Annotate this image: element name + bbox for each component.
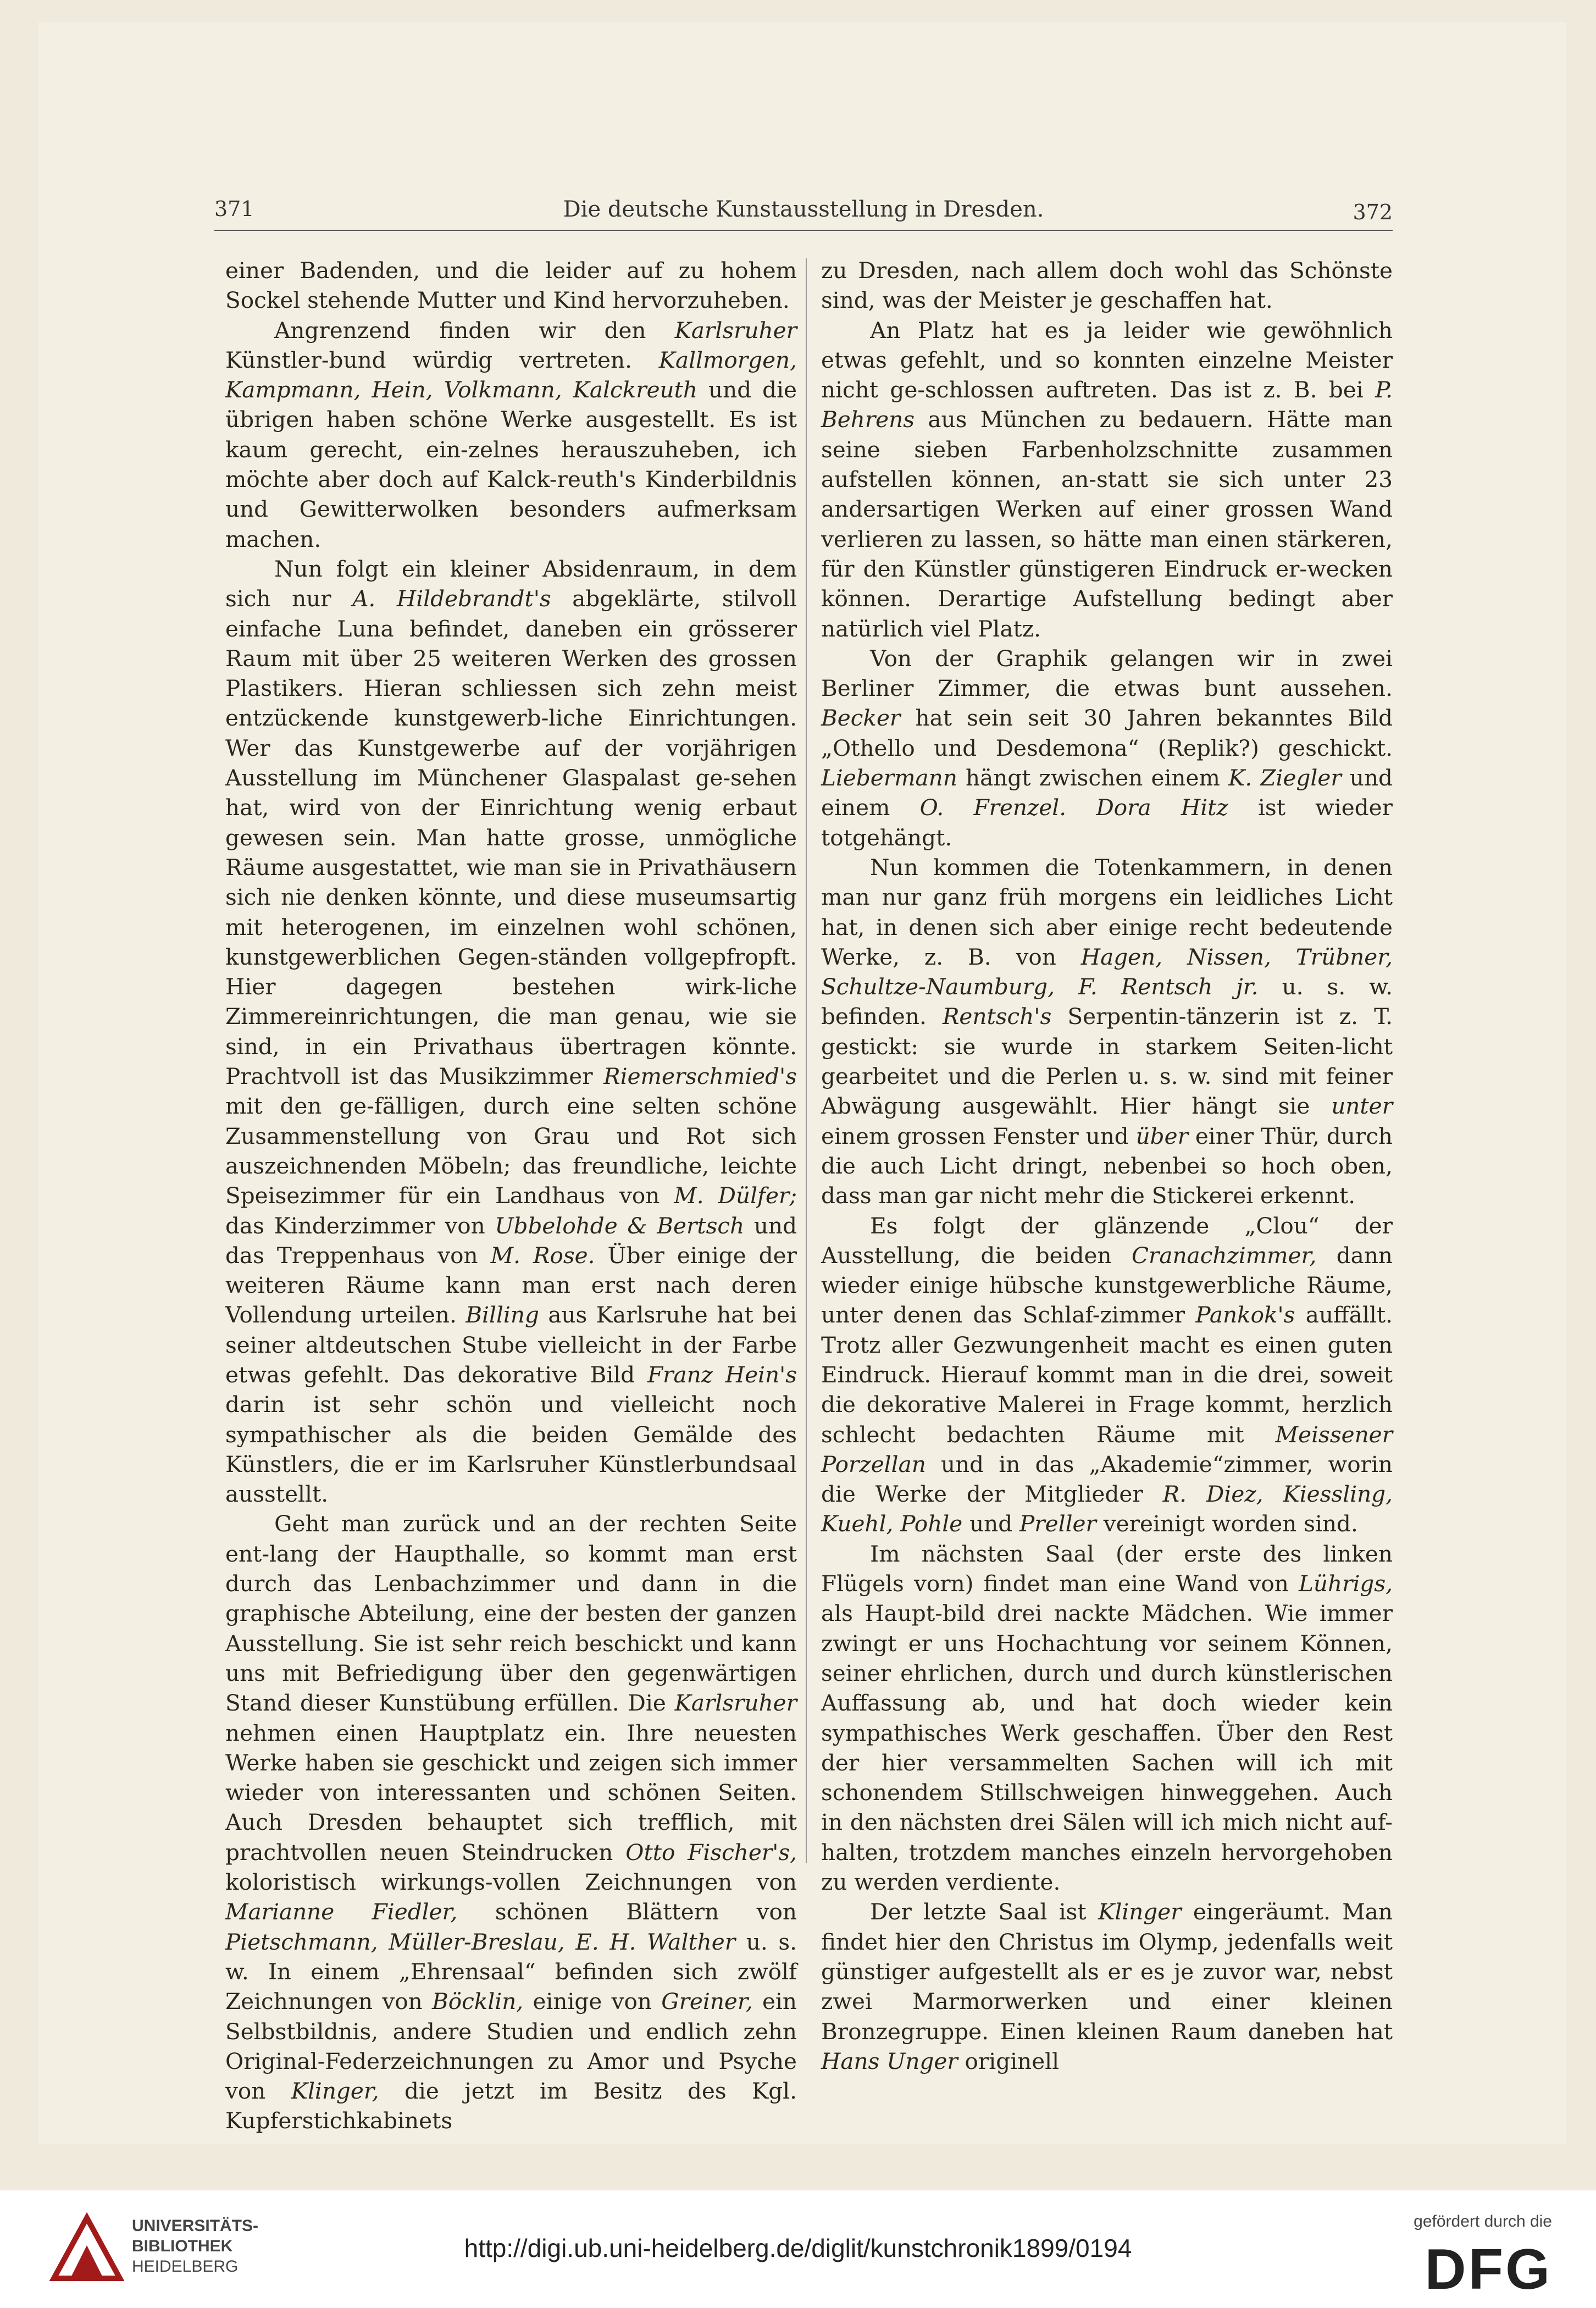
paragraph: Nun folgt ein kleiner Absidenraum, in dem sich nur A. Hildebrandt's abgeklärte, stilvoll einfache Luna befindet, daneben ein grösserer Raum mit über 25 weiteren Werken des grossen Plastikers. Hieran schliessen sich zehn meist entzückende kunstgewerb-liche Einrichtungen. Wer das Kunstgewerbe auf der vorjährigen Ausstellung im Münchener Glaspalast ge-sehen hat, wird von der Einrichtung wenig erbaut gewesen sein. Man hatte grosse, unmögliche Räume ausgestattet, wie man sie in Privathäusern sich nie denken könnte, und diese museumsartig mit heterogenen, im einzelnen wohl schönen, kunstgewerblichen Gegen-ständen vollgepfropft. Hier dagegen bestehen wirk-liche Zimmereinrichtungen, die man genau, wie sie sind, in ein Privathaus übertragen könnte. Prachtvoll ist das Musikzimmer Riemerschmied's mit den ge-fälligen, durch eine selten schöne Zusammenstellung von Grau und Rot sich auszeichnenden Möbeln; das freundliche, leichte Speisezimmer für ein Landhaus von M. Dülfer; das Kinderzimmer von Ubbelohde & Bertsch und das Treppenhaus von M. Rose. Über einige der weiteren Räume kann man erst nach deren Vollendung urteilen. Billing aus Karlsruhe hat bei seiner altdeutschen Stube vielleicht in der Farbe etwas gefehlt. Das dekorative Bild Franz Hein's darin ist sehr schön und vielleicht noch sympathischer als die beiden Gemälde des Künstlers, die er im Karlsruher Künstlerbundsaal ausstellt. [225, 555, 797, 1508]
paragraph: zu Dresden, nach allem doch wohl das Schönste sind, was der Meister je geschaffen hat. [821, 257, 1393, 314]
paragraph: Der letzte Saal ist Klinger eingeräumt. Man findet hier den Christus im Olymp, jedenfalls weit günstiger aufgestellt als er es je zuvor war, nebst zwei Marmorwerken und einer kleinen Bronzegruppe. Einen kleinen Raum daneben hat Hans Unger originell [821, 1899, 1393, 2074]
paragraph: Es folgt der glänzende „Clou“ der Ausstellung, die beiden Cranachzimmer, dann wieder einige hübsche kunstgewerbliche Räume, unter denen das Schlaf-zimmer Pankok's auffällt. Trotz aller Gezwungenheit macht es einen guten Eindruck. Hierauf kommt man in die drei, soweit die dekorative Malerei in Frage kommt, herzlich schlecht bedachten Räume mit Meissener Porzellan und in das „Akademie“zimmer, worin die Werke der Mitglieder R. Diez, Kiessling, Kuehl, Pohle und Preller vereinigt worden sind. [821, 1212, 1393, 1537]
paragraph: Geht man zurück und an der rechten Seite ent-lang der Haupthalle, so kommt man erst durch das Lenbachzimmer und dann in die graphische Abteilung, eine der besten der ganzen Ausstellung. Sie ist sehr reich beschickt und kann uns mit Befriedigung über den gegenwärtigen Stand dieser Kunstübung erfüllen. Die Karlsruher nehmen einen Hauptplatz ein. Ihre neuesten Werke haben sie geschickt und zeigen sich immer wieder von interessanten und schönen Seiten. Auch Dresden behauptet sich trefflich, mit prachtvollen neuen Steindrucken Otto Fischer's, koloristisch wirkungs-vollen Zeichnungen von Marianne Fiedler, schönen Blättern von Pietschmann, Müller-Breslau, E. H. Walther u. s. w. In einem „Ehrensaal“ befinden sich zwölf Zeichnungen von Böcklin, einige von Greiner, ein Selbstbildnis, andere Studien und endlich zehn Original-Federzeichnungen zu Amor und Psyche von Klinger, die jetzt im Besitz des Kgl. Kupferstichkabinets [225, 1510, 797, 2134]
page-header [214, 187, 1393, 225]
column-divider [806, 258, 807, 1863]
left-column [225, 256, 797, 2136]
paragraph: Von der Graphik gelangen wir in zwei Berliner Zimmer, die etwas bunt aussehen. Becker hat sein seit 30 Jahren bekanntes Bild „Othello und Desdemona“ (Replik?) geschickt. Liebermann hängt zwischen einem K. Ziegler und einem O. Frenzel. Dora Hitz ist wieder totgehängt. [821, 645, 1393, 851]
running-title: Die deutsche Kunstausstellung in Dresden. [563, 197, 1044, 222]
paragraph: Angrenzend finden wir den Karlsruher Künstler-bund würdig vertreten. Kallmorgen, Kampmann, Hein, Volkmann, Kalckreuth und die übrigen haben schöne Werke ausgestellt. Es ist kaum gerecht, ein-zelnes herauszuheben, ich möchte aber doch auf Kalck-reuth's Kinderbildnis und Gewitterwolken besonders aufmerksam machen. [225, 317, 797, 552]
page-number-left: 371 [214, 197, 254, 221]
paragraph: An Platz hat es ja leider wie gewöhnlich etwas gefehlt, und so konnten einzelne Meister nicht ge-schlossen auftreten. Das ist z. B. bei P. Behrens aus München zu bedauern. Hätte man seine sieben Farbenholzschnitte zusammen aufstellen können, an-statt sie sich unter 23 andersartigen Werken auf einer grossen Wand verlieren zu lassen, so hätte man einen stärkeren, für den Künstler günstigeren Eindruck er-wecken können. Derartige Aufstellung bedingt aber natürlich viel Platz. [821, 317, 1393, 642]
dfg-logo: DFG [1425, 2238, 1552, 2301]
library-name: UNIVERSITÄTS- BIBLIOTHEK HEIDELBERG [132, 2217, 259, 2276]
permalink-url[interactable]: http://digi.ub.uni-heidelberg.de/diglit/kunstchronik1899/0194 [464, 2234, 1132, 2262]
header-rule [214, 230, 1393, 231]
page-number-right: 372 [1353, 200, 1393, 224]
paragraph: Im nächsten Saal (der erste des linken Flügels vorn) findet man eine Wand von Lührigs, als Haupt-bild drei nackte Mädchen. Wie immer zwingt er uns Hochachtung vor seinem Können, seiner ehrlichen, durch und durch künstlerischen Auffassung ab, und hat doch wieder kein sympathisches Werk geschaffen. Über den Rest der hier versammelten Sachen will ich mit schonendem Stillschweigen hinweggehen. Auch in den nächsten drei Sälen will ich mich nicht auf-halten, trotzdem manches einzeln hervorgehoben zu werden verdiente. [821, 1540, 1393, 1896]
right-column [821, 256, 1393, 2076]
paragraph: Nun kommen die Totenkammern, in denen man nur ganz früh morgens ein leidliches Licht hat, in denen sich aber einige recht bedeutende Werke, z. B. von Hagen, Nissen, Trübner, Schultze-Naumburg, F. Rentsch jr. u. s. w. befinden. Rentsch's Serpentin-tänzerin ist z. T. gestickt: sie wurde in starkem Seiten-licht gearbeitet und die Perlen u. s. w. sind mit feiner Abwägung ausgewählt. Hier hängt sie unter einem grossen Fenster und über einer Thür, durch die auch Licht dringt, nebenbei so hoch oben, dass man gar nicht mehr die Stickerei erkennt. [821, 854, 1393, 1209]
digitization-footer [0, 2190, 1596, 2308]
funding-note: gefördert durch die [1414, 2212, 1552, 2230]
paragraph: einer Badenden, und die leider auf zu hohem Sockel stehende Mutter und Kind hervorzuheben. [225, 257, 797, 314]
